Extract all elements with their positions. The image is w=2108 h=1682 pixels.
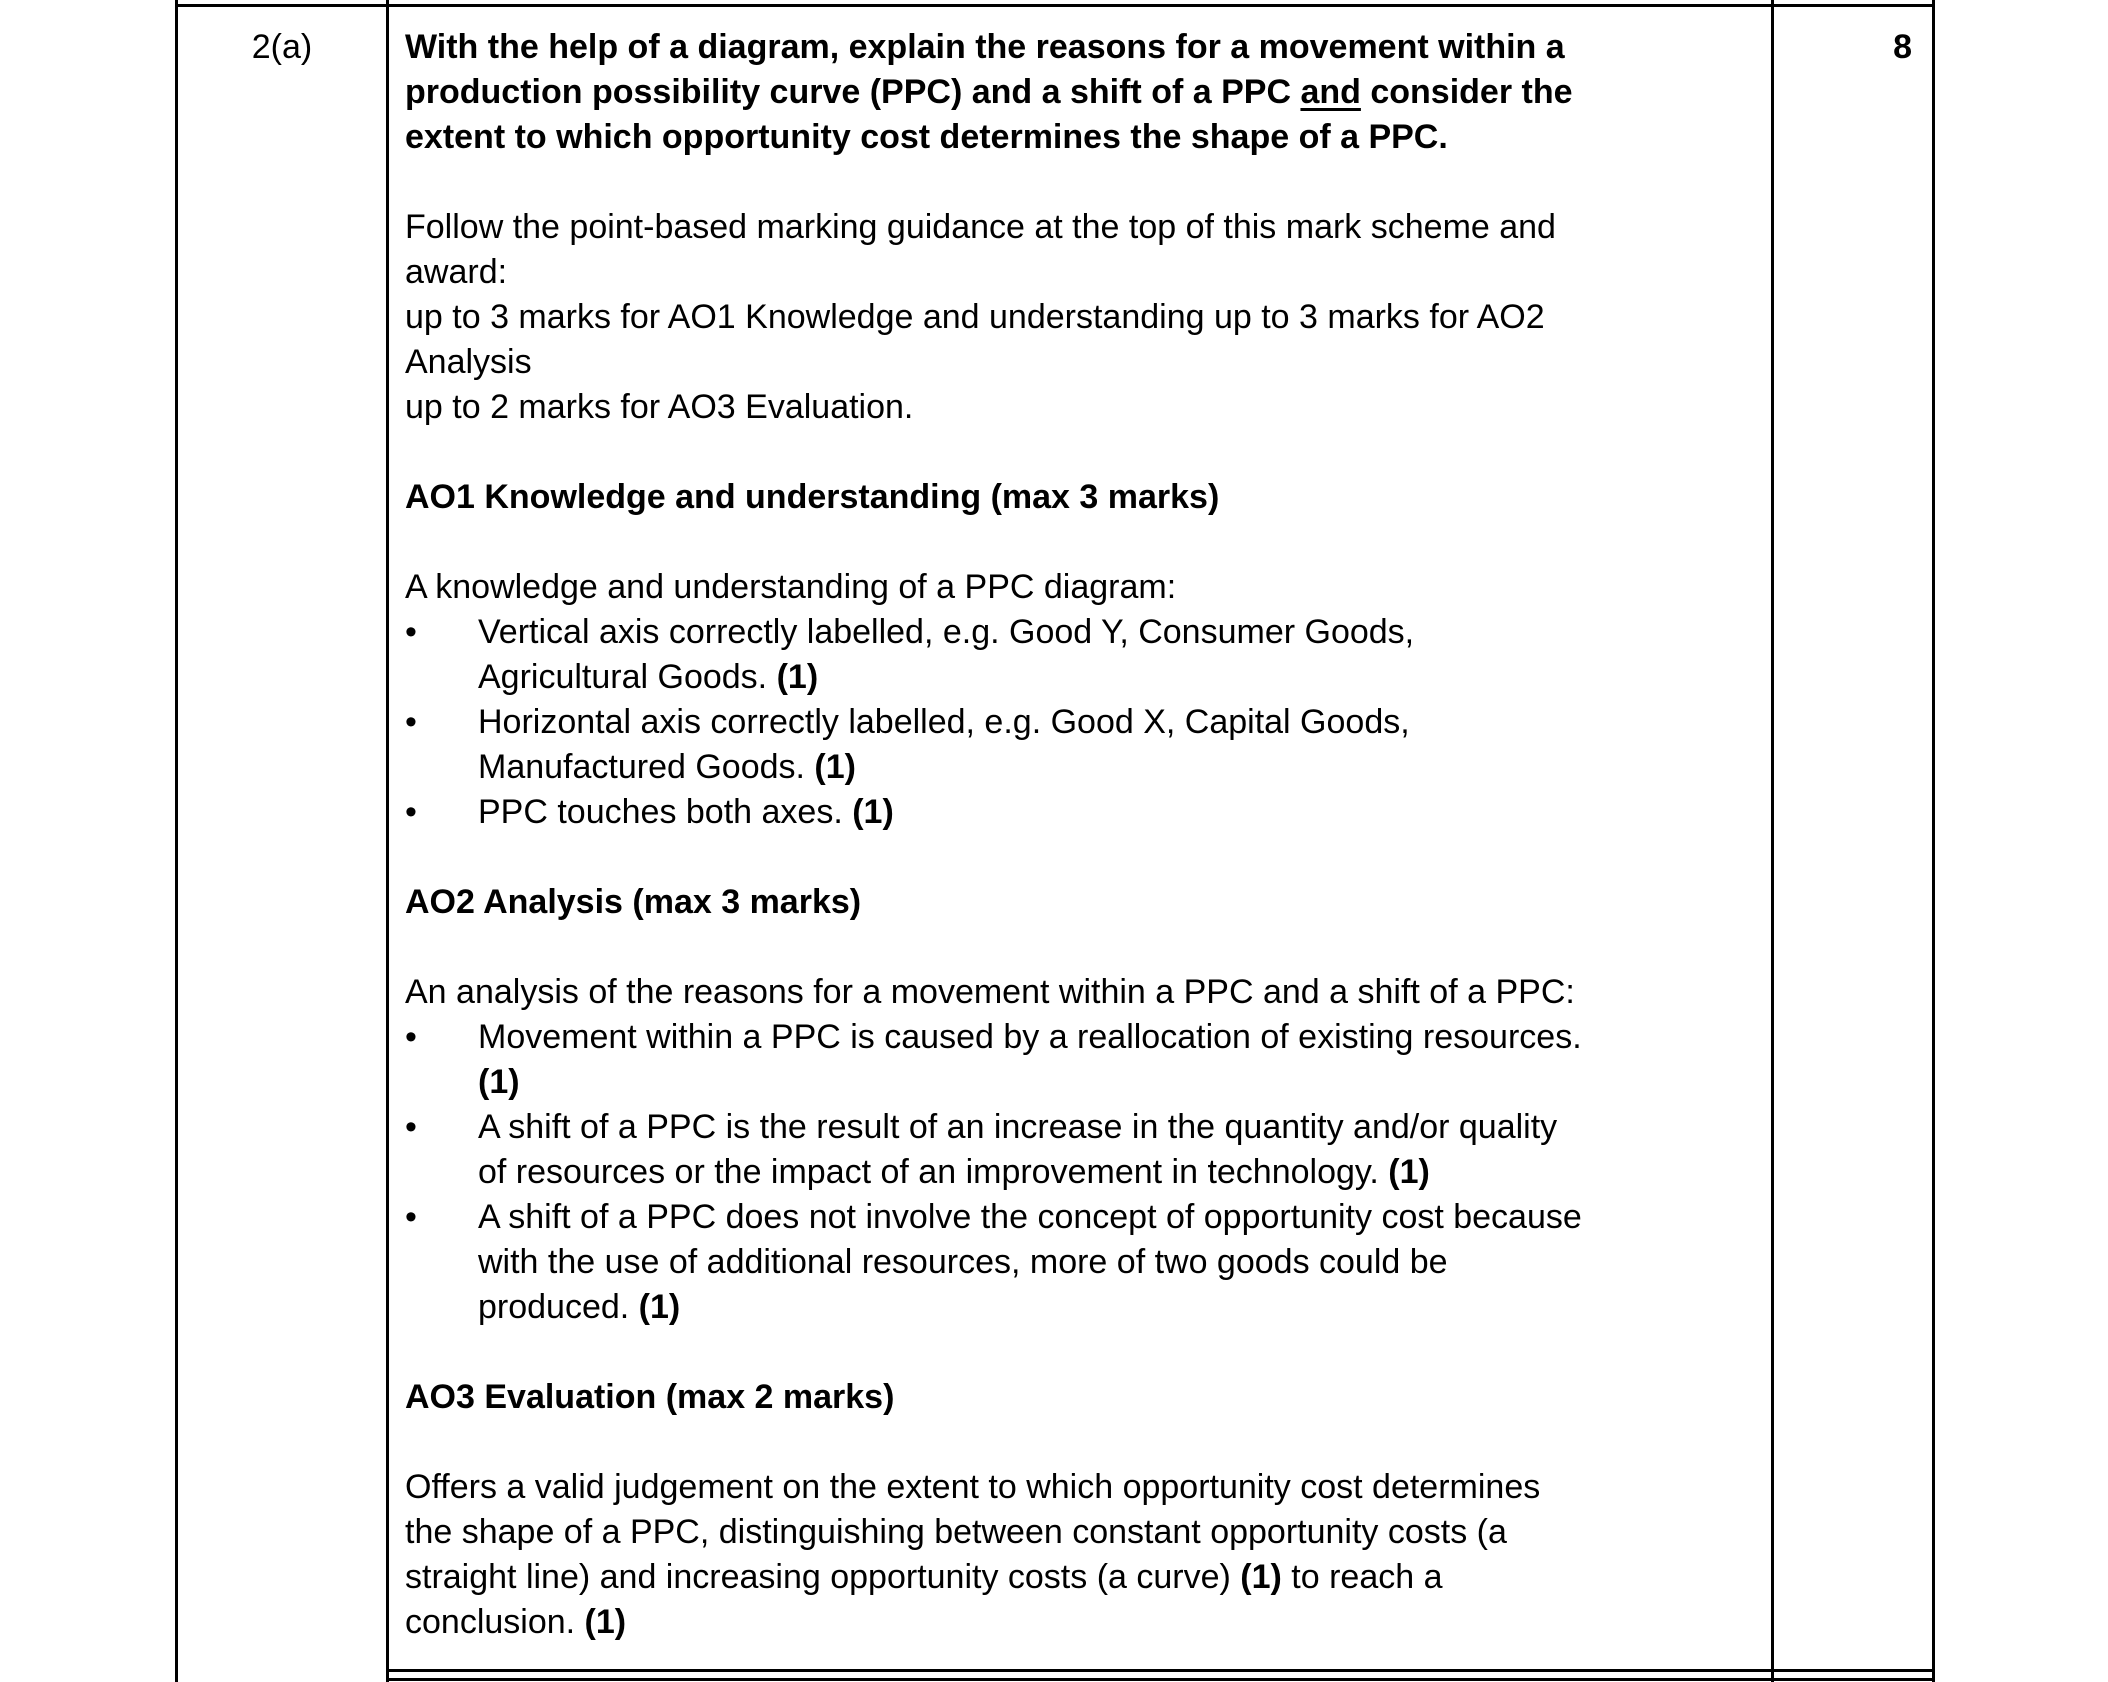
bullet-icon: • — [405, 1108, 417, 1146]
text-line — [405, 565, 1757, 610]
table-border-right — [1932, 0, 1935, 1682]
text-line — [405, 1600, 1757, 1645]
table-border-row-bottom — [386, 1669, 1935, 1672]
bullet-line — [405, 610, 1757, 655]
text-run: Follow the point-based marking guidance at the top of this mark scheme and — [405, 208, 1556, 246]
text-run: up to 2 marks for AO3 Evaluation. — [405, 388, 914, 426]
bullet-line — [405, 1015, 1757, 1060]
text-run: (1) — [776, 658, 819, 696]
bullet-icon: • — [405, 1198, 417, 1236]
question-number-cell — [178, 7, 386, 70]
text-run: with the use of additional resources, more of two goods could be — [478, 1243, 1448, 1281]
blank-line — [405, 835, 1757, 880]
text-line — [405, 115, 1757, 160]
bullet-line — [405, 745, 1757, 790]
bullet-icon: • — [405, 703, 417, 741]
text-run: (1) — [1240, 1558, 1282, 1596]
blank-line — [405, 1330, 1757, 1375]
text-run: Analysis — [405, 343, 532, 381]
text-run: An analysis of the reasons for a movement within a PPC and a shift of a PPC: — [405, 973, 1575, 1011]
text-run: up to 3 marks for AO1 Knowledge and understanding up to 3 marks for AO2 — [405, 298, 1545, 336]
blank-line — [405, 925, 1757, 970]
text-line — [405, 1465, 1757, 1510]
text-run: AO1 Knowledge and understanding (max 3 marks) — [405, 478, 1220, 516]
bullet-line — [405, 790, 1757, 835]
text-run: extent to which opportunity cost determines the shape of a PPC. — [405, 118, 1448, 156]
answer-blocks — [405, 25, 1757, 1645]
text-line — [405, 475, 1757, 520]
bullet-line — [405, 1060, 1757, 1105]
text-run: AO2 Analysis (max 3 marks) — [405, 883, 862, 921]
bullet-line — [405, 1285, 1757, 1330]
text-run: conclusion. — [405, 1603, 585, 1641]
bullet-line — [405, 1105, 1757, 1150]
question-number: 2(a) — [251, 28, 313, 66]
text-run: the shape of a PPC, distinguishing between constant opportunity costs (a — [405, 1513, 1507, 1551]
text-run: PPC touches both axes. — [478, 793, 853, 831]
bullet-line — [405, 1150, 1757, 1195]
text-run: (1) — [584, 1603, 627, 1641]
text-run: production possibility curve (PPC) and a shift of a PPC — [405, 73, 1301, 111]
text-run: (1) — [1388, 1153, 1430, 1191]
text-run: (1) — [814, 748, 856, 786]
text-line — [405, 1555, 1757, 1600]
text-run: A shift of a PPC is the result of an increase in the quantity and/or quality — [478, 1108, 1558, 1146]
text-run: Agricultural Goods. — [478, 658, 777, 696]
text-run: of resources or the impact of an improvement in technology. — [478, 1153, 1389, 1191]
text-run: produced. — [478, 1288, 639, 1326]
text-run: AO3 Evaluation (max 2 marks) — [405, 1378, 895, 1416]
blank-line — [405, 1420, 1757, 1465]
marks-value: 8 — [1893, 28, 1912, 66]
text-line — [405, 1510, 1757, 1555]
text-line — [405, 880, 1757, 925]
text-line — [405, 25, 1757, 70]
blank-line — [405, 160, 1757, 205]
text-run: Vertical axis correctly labelled, e.g. Good Y, Consumer Goods, — [478, 613, 1415, 651]
bullet-line — [405, 700, 1757, 745]
text-run: Manufactured Goods. — [478, 748, 815, 786]
text-run: (1) — [478, 1063, 520, 1101]
text-run: straight line) and increasing opportunity costs (a curve) — [405, 1558, 1241, 1596]
text-run: award: — [405, 253, 508, 291]
marks-cell — [1774, 7, 1932, 70]
table-border-answer-marks — [1771, 0, 1774, 1682]
text-run: A knowledge and understanding of a PPC diagram: — [405, 568, 1177, 606]
text-run: (1) — [638, 1288, 681, 1326]
bullet-line — [405, 1240, 1757, 1285]
text-line — [405, 70, 1757, 115]
blank-line — [405, 430, 1757, 475]
bullet-line — [405, 1195, 1757, 1240]
text-line — [405, 385, 1757, 430]
text-run: Offers a valid judgement on the extent to which opportunity cost determines — [405, 1468, 1541, 1506]
text-line — [405, 205, 1757, 250]
text-line — [405, 250, 1757, 295]
bullet-icon: • — [405, 1018, 417, 1056]
bullet-icon: • — [405, 613, 417, 651]
text-run: With the help of a diagram, explain the reasons for a movement within a — [405, 28, 1565, 66]
bullet-icon: • — [405, 793, 417, 831]
table-border-next-row-top — [386, 1678, 1935, 1681]
text-run: A shift of a PPC does not involve the concept of opportunity cost because — [478, 1198, 1582, 1236]
text-line — [405, 295, 1757, 340]
text-run: and — [1300, 73, 1361, 111]
text-run: (1) — [852, 793, 894, 831]
table-border-left — [175, 0, 178, 1682]
text-line — [405, 1375, 1757, 1420]
bullet-line — [405, 655, 1757, 700]
text-run: to reach a — [1281, 1558, 1443, 1596]
text-run: Movement within a PPC is caused by a reallocation of existing resources. — [478, 1018, 1582, 1056]
text-run: Horizontal axis correctly labelled, e.g. Good X, Capital Goods, — [478, 703, 1410, 741]
answer-cell — [389, 7, 1771, 1645]
text-line — [405, 340, 1757, 385]
text-run: consider the — [1360, 73, 1573, 111]
blank-line — [405, 520, 1757, 565]
text-line — [405, 970, 1757, 1015]
